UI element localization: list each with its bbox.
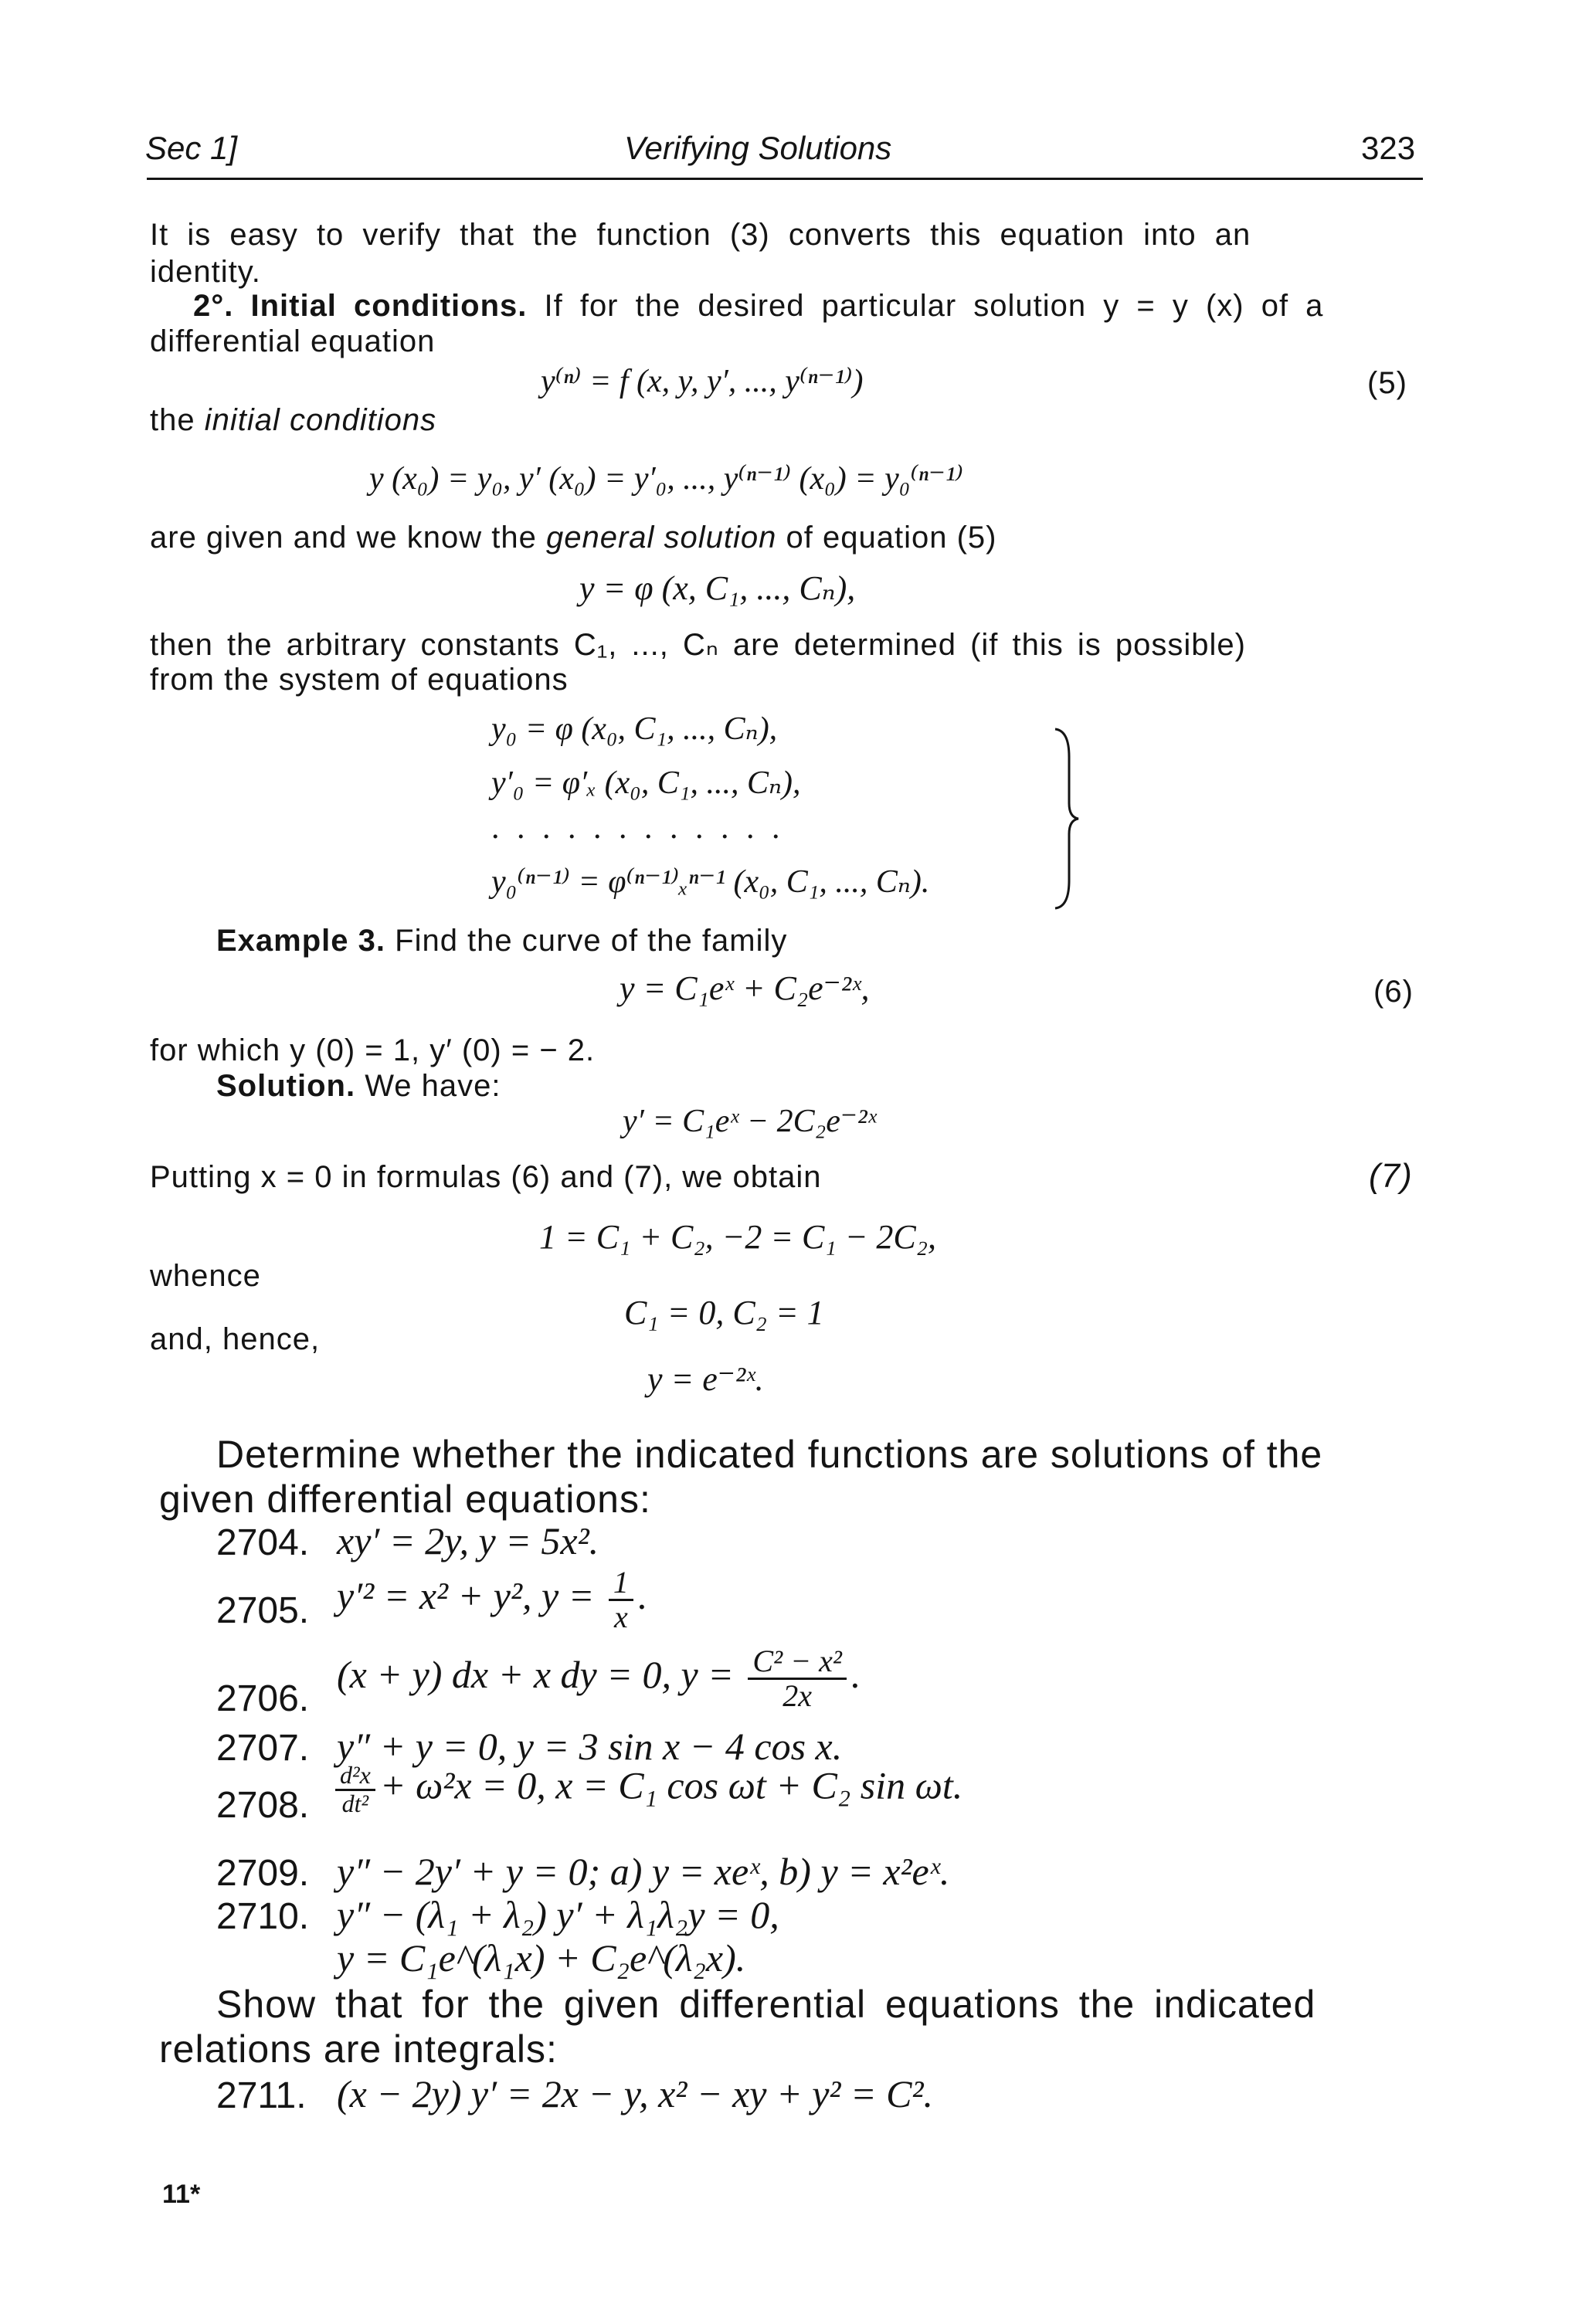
initial-conditions-heading: 2°. Initial conditions. (193, 289, 528, 323)
problem-2710-number: 2710. (216, 1896, 310, 1937)
signature-mark: 11* (162, 2180, 201, 2209)
text-line-6: are given and we know the general solution of equation (5) (150, 521, 997, 555)
problem-2707: y″ + y = 0, y = 3 sin x − 4 cos x. (337, 1725, 843, 1768)
problem-2708: $\frac{\text{d²x}}{\text{dt²}}$ + ω²x = 0, x = C₁ cos ωt + C₂ sin ωt. (331, 1763, 962, 1817)
problem-2704-number: 2704. (216, 1522, 310, 1563)
equation-5: y⁽ⁿ⁾ = f (x, y, y′, ..., y⁽ⁿ⁻¹⁾) (541, 364, 864, 399)
equation-7: y′ = C₁eˣ − 2C₂e⁻²ˣ (623, 1104, 877, 1139)
text-line-12: and, hence, (150, 1322, 321, 1356)
problem-2706: (x + y) dx + x dy = 0, y = $\frac{\text{C² − x²}}{2x}$ . (337, 1644, 861, 1713)
text-line-9: for which y (0) = 1, y′ (0) = − 2. (150, 1033, 596, 1067)
equation-5-number: (5) (1367, 366, 1407, 400)
equation-6-number: (6) (1373, 975, 1414, 1009)
text-line-10: Putting x = 0 in formulas (6) and (7), we obtain (150, 1160, 822, 1194)
problems-intro-4: relations are integrals: (159, 2027, 558, 2071)
system-eq-3: y₀⁽ⁿ⁻¹⁾ = φ⁽ⁿ⁻¹⁾ₓⁿ⁻¹ (x₀, C₁, ..., Cₙ). (491, 864, 930, 900)
text-line-5: the initial conditions (150, 403, 437, 437)
equation-6: y = C₁eˣ + C₂e⁻²ˣ, (620, 969, 870, 1007)
solution-label: Solution. (216, 1069, 356, 1103)
problem-2711-number: 2711. (216, 2075, 307, 2116)
solution-line: Solution. We have: (216, 1069, 501, 1103)
problem-2705-number: 2705. (216, 1590, 310, 1631)
problem-2711: (x − 2y) y′ = 2x − y, x² − xy + y² = C². (337, 2072, 933, 2115)
system-brace (1051, 726, 1081, 911)
fraction-1-over-x: $\frac{1}{x}$ (609, 1566, 633, 1634)
text-line-4: differential equation (150, 324, 436, 358)
text-line-1: It is easy to verify that the function (3) converts this equation into an (150, 218, 1251, 252)
text-line-3: 2°. Initial conditions. If for the desired particular solution y = y (x) of a (193, 289, 1324, 323)
problems-intro-3: Show that for the given differential equations the indicated (216, 1983, 1316, 2026)
problem-2707-number: 2707. (216, 1728, 310, 1769)
problems-intro-2: given differential equations: (159, 1478, 651, 1521)
example-3-label: Example 3. (216, 924, 386, 958)
problem-2704: xy′ = 2y, y = 5x². (337, 1519, 599, 1562)
header-rule (147, 178, 1423, 180)
problem-2705: y′² = x² + y², y = $\frac{1}{x}$ . (337, 1565, 648, 1634)
system-eq-dots: . . . . . . . . . . . . (491, 810, 785, 846)
general-solution: y = φ (x, C₁, ..., Cₙ), (579, 569, 856, 607)
equation-7-number: (7) (1369, 1157, 1413, 1195)
fraction-d2x-dt2: $\frac{\text{d²x}}{\text{dt²}}$ (335, 1763, 375, 1817)
header-section: Sec 1] (145, 130, 238, 166)
text-line-7: then the arbitrary constants C₁, ..., Cₙ are determined (if this is possible) (150, 628, 1246, 662)
problem-2710-solution: y = C₁e^(λ₁x) + C₂e^(λ₂x). (337, 1936, 746, 1980)
initial-conditions-equation: y (x₀) = y₀, y′ (x₀) = y′₀, ..., y⁽ⁿ⁻¹⁾ (x₀) = y₀⁽ⁿ⁻¹⁾ (369, 461, 963, 497)
problem-2709: y″ − 2y′ + y = 0; a) y = xeˣ, b) y = x²eˣ. (337, 1850, 950, 1893)
problem-2709-number: 2709. (216, 1853, 310, 1894)
system-eq-2: y′₀ = φ′ₓ (x₀, C₁, ..., Cₙ), (491, 765, 801, 801)
example-3-line: Example 3. Find the curve of the family (216, 924, 788, 958)
page-number: 323 (1361, 130, 1416, 166)
equation-constants-values: C₁ = 0, C₂ = 1 (624, 1294, 824, 1332)
text-line-8: from the system of equations (150, 663, 569, 697)
problem-2706-number: 2706. (216, 1678, 310, 1719)
equation-constants: 1 = C₁ + C₂, −2 = C₁ − 2C₂, (539, 1218, 937, 1256)
header-title: Verifying Solutions (624, 130, 892, 166)
problems-intro-1: Determine whether the indicated functions are solutions of the (216, 1433, 1323, 1476)
equation-result: y = e⁻²ˣ. (647, 1360, 764, 1398)
text-line-2: identity. (150, 255, 261, 289)
problem-2708-number: 2708. (216, 1785, 310, 1826)
problem-2710-equation: y″ − (λ₁ + λ₂) y′ + λ₁λ₂y = 0, (337, 1893, 779, 1936)
text-line-11: whence (150, 1259, 261, 1293)
fraction-c2-minus-x2: $\frac{\text{C² − x²}}{2x}$ (748, 1645, 846, 1712)
system-eq-1: y₀ = φ (x₀, C₁, ..., Cₙ), (491, 711, 778, 747)
